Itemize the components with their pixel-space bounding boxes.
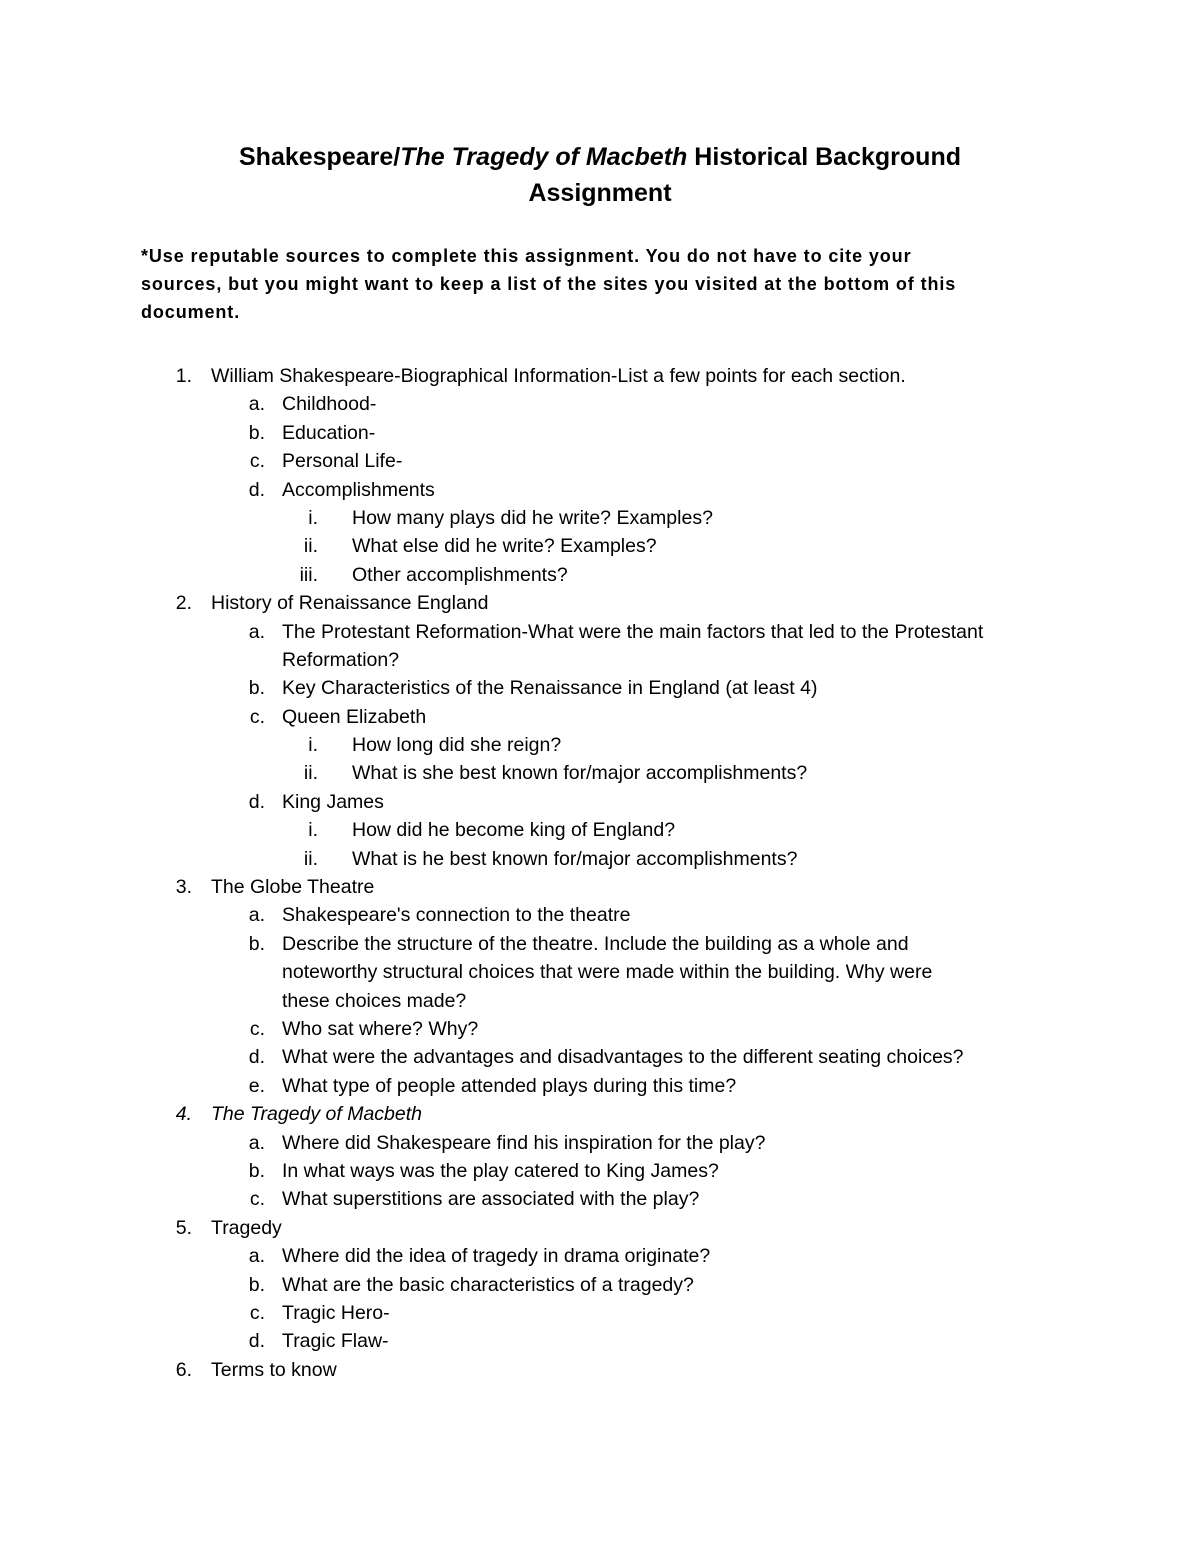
instructions-line-1: *Use reputable sources to complete this assignment. You do not have to cite your: [141, 246, 912, 266]
outline-item: [0, 788, 1200, 816]
outline-item: [0, 561, 1200, 589]
outline-item: [0, 532, 1200, 560]
outline-text: What type of people attended plays during this time?: [282, 1074, 737, 1097]
outline-text: Education-: [282, 421, 376, 444]
outline-text: Terms to know: [211, 1358, 337, 1381]
outline-item: [0, 1271, 1200, 1299]
outline-marker: e.: [248, 1074, 265, 1097]
outline-item: [0, 504, 1200, 532]
outline-marker: iii.: [299, 563, 318, 586]
outline-text: How did he become king of England?: [352, 819, 676, 842]
outline-item: [0, 362, 1200, 390]
instructions-line-2: sources, but you might want to keep a list of the sites you visited at the bottom of this: [141, 274, 957, 294]
outline-text: What superstitions are associated with the play?: [282, 1188, 700, 1211]
outline-marker: b.: [248, 932, 265, 955]
outline-text: How long did she reign?: [352, 734, 562, 757]
outline-marker: d.: [248, 790, 265, 813]
outline-text: Accomplishments: [282, 478, 435, 501]
outline-text: Tragic Hero-: [282, 1301, 390, 1324]
outline-text: Describe the structure of the theatre. Include the building as a whole and: [282, 932, 909, 955]
outline-text: In what ways was the play catered to King James?: [282, 1159, 719, 1182]
outline-text: these choices made?: [282, 989, 467, 1012]
outline-marker: i.: [308, 506, 318, 529]
outline-text: The Tragedy of Macbeth: [211, 1103, 422, 1126]
outline-text: What were the advantages and disadvantages to the different seating choices?: [282, 1046, 964, 1069]
outline-text: Queen Elizabeth: [282, 705, 427, 728]
outline-text: Other accomplishments?: [352, 563, 568, 586]
outline-item: [0, 1072, 1200, 1100]
outline-text: What is he best known for/major accomplishments?: [352, 847, 798, 870]
outline-item-continuation: [0, 646, 1200, 674]
outline-marker: 2.: [175, 592, 192, 615]
outline-item: [0, 901, 1200, 929]
outline-item-continuation: [0, 958, 1200, 986]
outline-text: Tragedy: [211, 1216, 282, 1239]
outline-marker: d.: [248, 1046, 265, 1069]
outline-item: [0, 816, 1200, 844]
outline-marker: a.: [248, 904, 265, 927]
outline-item: [0, 390, 1200, 418]
outline-text: What else did he write? Examples?: [352, 535, 657, 558]
title-line-2: Assignment: [528, 179, 672, 207]
title-line-1: [140, 139, 1060, 175]
outline-text: noteworthy structural choices that were made within the building. Why were: [282, 961, 933, 984]
outline-item: [0, 1242, 1200, 1270]
outline-item: [0, 1299, 1200, 1327]
outline-item: [0, 1214, 1200, 1242]
outline-item: [0, 1327, 1200, 1355]
outline-item: [0, 1043, 1200, 1071]
outline-marker: 5.: [175, 1216, 192, 1239]
outline-marker: c.: [249, 450, 265, 473]
outline-item: [0, 589, 1200, 617]
outline-marker: b.: [248, 677, 265, 700]
outline-marker: a.: [248, 1131, 265, 1154]
outline-text: What is she best known for/major accomplishments?: [352, 762, 808, 785]
outline-text: Reformation?: [282, 648, 400, 671]
outline-marker: b.: [248, 421, 265, 444]
title-part-2: Historical Background: [687, 143, 961, 171]
page-title: [140, 139, 1060, 211]
outline-marker: c.: [249, 705, 265, 728]
outline-item: [0, 759, 1200, 787]
outline-marker: d.: [248, 1330, 265, 1353]
outline-text: Personal Life-: [282, 450, 403, 473]
outline-text: Who sat where? Why?: [282, 1017, 479, 1040]
outline-item: [0, 1129, 1200, 1157]
outline-marker: 6.: [175, 1358, 192, 1381]
outline-item: [0, 419, 1200, 447]
outline-text: Where did the idea of tragedy in drama originate?: [282, 1245, 711, 1268]
outline-text: William Shakespeare-Biographical Information-List a few points for each section.: [211, 365, 906, 387]
outline-marker: 4.: [175, 1103, 192, 1126]
outline-marker: b.: [248, 1159, 265, 1182]
outline-marker: c.: [249, 1188, 265, 1211]
outline-text: How many plays did he write? Examples?: [352, 506, 713, 529]
outline-marker: d.: [248, 478, 265, 501]
outline-item: [0, 1185, 1200, 1213]
outline-item: [0, 731, 1200, 759]
outline-item: [0, 703, 1200, 731]
outline-item: [0, 873, 1200, 901]
outline-item: [0, 618, 1200, 646]
outline-text: Tragic Flaw-: [282, 1330, 389, 1353]
outline-marker: ii.: [303, 762, 318, 785]
outline-marker: a.: [248, 393, 265, 416]
title-italic-work: The Tragedy of Macbeth: [400, 143, 688, 171]
instructions-note: [141, 242, 1061, 326]
outline-text: Key Characteristics of the Renaissance in England (at least 4): [282, 677, 818, 700]
outline-text: Where did Shakespeare find his inspiration for the play?: [282, 1131, 766, 1154]
outline-item: [0, 1356, 1200, 1384]
outline-marker: c.: [249, 1301, 265, 1324]
outline-item: [0, 1157, 1200, 1185]
outline-marker: b.: [248, 1273, 265, 1296]
outline-marker: c.: [249, 1017, 265, 1040]
outline-item: [0, 845, 1200, 873]
outline-marker: ii.: [303, 535, 318, 558]
outline-item: [0, 447, 1200, 475]
outline-text: The Protestant Reformation-What were the main factors that led to the Protestant: [282, 620, 984, 643]
outline-marker: ii.: [303, 847, 318, 870]
outline-item: [0, 674, 1200, 702]
outline-text: King James: [282, 790, 384, 813]
outline-item: [0, 930, 1200, 958]
outline-text: History of Renaissance England: [211, 592, 489, 615]
outline-marker: i.: [308, 734, 318, 757]
outline-text: Shakespeare's connection to the theatre: [282, 904, 631, 927]
outline-text: Childhood-: [282, 393, 377, 416]
outline-marker: a.: [248, 1245, 265, 1268]
outline-item: [0, 1015, 1200, 1043]
instructions-line-3: document.: [141, 302, 241, 322]
outline-marker: 3.: [175, 876, 192, 899]
outline-marker: i.: [308, 819, 318, 842]
assignment-outline: [0, 362, 1200, 1384]
outline-item: [0, 476, 1200, 504]
outline-text: The Globe Theatre: [211, 876, 375, 899]
outline-item-continuation: [0, 987, 1200, 1015]
outline-marker: a.: [248, 620, 265, 643]
outline-item: [0, 1100, 1200, 1128]
title-part-1: Shakespeare/: [239, 143, 401, 171]
outline-text: What are the basic characteristics of a tragedy?: [282, 1273, 694, 1296]
outline-marker: 1.: [175, 365, 192, 387]
